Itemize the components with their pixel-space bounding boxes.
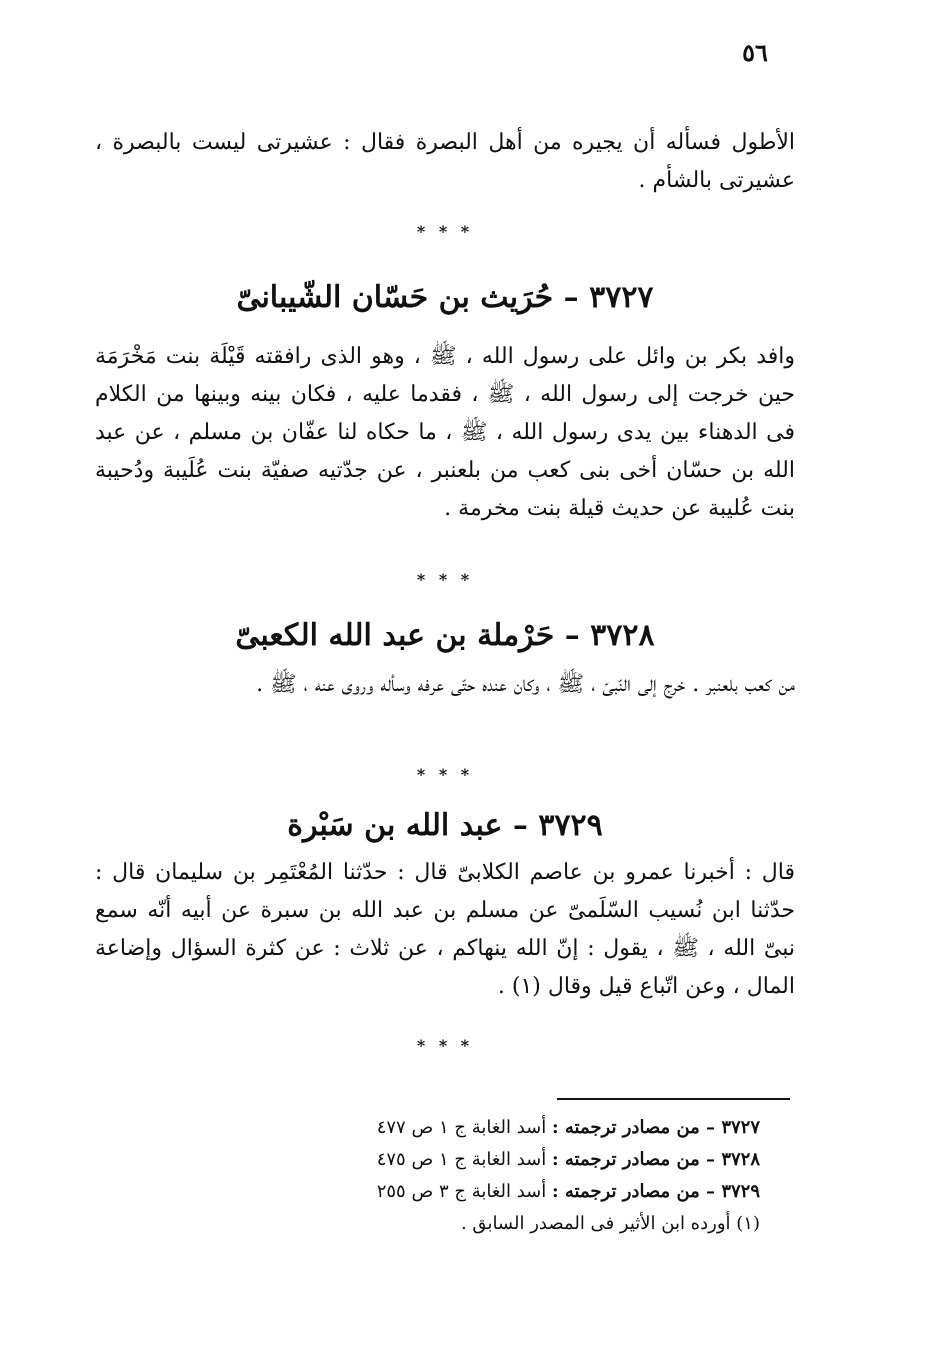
footnote-rule	[557, 1098, 790, 1100]
entry-title-3729: ٣٧٢٩ – عبد الله بن سَبْرة	[287, 808, 603, 843]
entry-body-3728: من كعب بلعنبر . خرج إلى النّبىّ ، ﷺ ، وكان عنده حتّى عرفه وسأله وروى عنه ، ﷺ .	[256, 672, 795, 697]
footnote-text: أسد الغابة ج ١ ص ٤٧٥	[376, 1149, 547, 1170]
entry-body-3727: وافد بكر بن وائل على رسول الله ، ﷺ ، وهو الذى رافقته قَيْلَة بنت مَخْرَمَة حين خرجت إلى رسول الله ، ﷺ ، فقدما عليه ، فكان بينه وبينها من الكلام فى الدهناء بين يدى رسول الله ، ﷺ ، ما حكاه لنا عفّان بن مسلم ، عن عبد الله بن حسّان أخى بنى كعب من بلعنبر ، عن جدّتيه صفيّة بنت عُلَيبة ودُحيبة بنت عُليبة عن حديث قيلة بنت مخرمة .	[95, 344, 795, 521]
entry-title-3728: ٣٧٢٨ – حَرْملة بن عبد الله الكعبىّ	[235, 618, 655, 653]
footnote-lead: ٣٧٢٩ – من مصادر ترجمته :	[552, 1181, 760, 1202]
footnote-lead: ٣٧٢٨ – من مصادر ترجمته :	[552, 1149, 760, 1170]
section-divider: * * *	[416, 765, 474, 784]
footnote-3728	[95, 1144, 760, 1176]
section-divider: * * *	[416, 1036, 474, 1055]
footnote-3729	[95, 1176, 760, 1208]
footnote-text: أسد الغابة ج ١ ص ٤٧٧	[376, 1117, 547, 1138]
footnotes	[95, 1112, 760, 1240]
footnote-text: أسد الغابة ج ٣ ص ٢٥٥	[376, 1181, 547, 1202]
footnote-3727	[95, 1112, 760, 1144]
entry-body-3729: قال : أخبرنا عمرو بن عاصم الكلابىّ قال : حدّثنا المُعْتَمِر بن سليمان قال : حدّثنا ابن نُسيب السّلَمىّ عن مسلم بن عبد الله بن سبرة عن أبيه أنّه سمع نبىّ الله ، ﷺ ، يقول : إنّ الله ينهاكم ، عن ثلاث : عن كثرة السؤال وإضاعة المال ، وعن اتّباع قيل وقال (١) .	[95, 860, 795, 999]
page-number: ٥٦	[742, 38, 768, 67]
section-divider: * * *	[416, 222, 474, 241]
continuation-paragraph: الأطول فسأله أن يجيره من أهل البصرة فقال : عشيرتى ليست بالبصرة ، عشيرتى بالشأم .	[95, 130, 795, 193]
entry-title-3727: ٣٧٢٧ – حُرَيث بن حَسّان الشّيبانىّ	[236, 280, 654, 315]
section-divider: * * *	[416, 570, 474, 589]
footnote-lead: ٣٧٢٧ – من مصادر ترجمته :	[552, 1117, 760, 1138]
footnote-text: أورده ابن الأثير فى المصدر السابق .	[460, 1213, 731, 1234]
footnote-marker: (١)	[736, 1213, 760, 1234]
footnote-1	[95, 1208, 760, 1240]
